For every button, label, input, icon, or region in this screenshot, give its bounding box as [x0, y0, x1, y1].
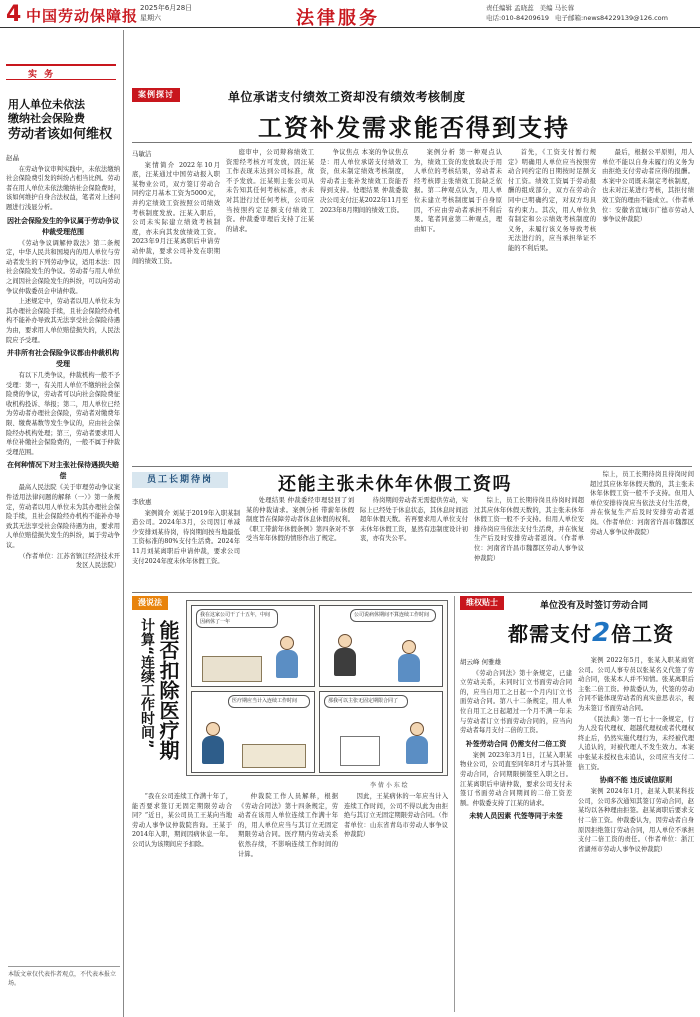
rail-author-affiliation: （作者单位：江苏省镇江经济技术开发区人民法院） [19, 552, 120, 570]
article3-kicker: 单位没有及时签订劳动合同 [540, 601, 649, 611]
rail-column-tag [6, 64, 116, 80]
editor-info [486, 3, 696, 23]
rail-paragraph-3: 有以下几类争议，仲裁机构一般不予受理：第一，有关用人单位不缴纳社会保险费的争议，劳动者可以向社会保险费征收机构投诉、举报；第二，用人单位已经为劳动者办理社会保险，劳动者对缴费年限、缴费基数等发生争议的，应由社会保险经办机构处理；第三，劳动者要求用人单位补缴社会保险费的，一般不属于仲裁受理范围。 [6, 372, 120, 456]
comic-text-col-1 [132, 792, 232, 1012]
comic-title: 能否扣除医疗期 [156, 620, 180, 760]
rail-headline [8, 98, 120, 143]
article3-subhead-3: 协商不能 违反诚信原则 [599, 776, 673, 785]
comic-text-col-3 [344, 792, 448, 1012]
paper-name-logo: 中国劳动保障报 [26, 7, 139, 25]
comic-panel-4 [319, 691, 443, 773]
rail-paragraph-1: 《劳动争议调解仲裁法》第二条规定，中华人民共和国境内的用人单位与劳动者发生的下列劳动争议，适用本法：因社会保险发生的争议。劳动者与用人单位之间因社会保险发生的纠纷，可以向劳动争议仲裁委员会申请仲裁。 [6, 239, 120, 295]
article3-text-4: 《民法典》第一百七十一条规定，行为人没有代理权、超越代理权或者代理权终止后，仍然实施代理行为，未经被代理人追认的，对被代理人不发生效力。本案中张某未授权也未追认，公司应当支付二倍工资。 [578, 715, 694, 771]
article1-text-3: 争议焦点 本案的争议焦点是：用人单位承诺支付绩效工资，但未制定绩效考核制度，劳动者主张补发绩效工资能否得到支持。处理结果 仲裁委裁决公司支付汪某2022年11月至2023年8月期间的绩效工资。 [320, 149, 408, 214]
article2-text-2: 处理结果 仲裁委经审理驳回了刘某的仲裁请求。案例分析 带薪年休假制度旨在保障劳动者休息休假的权利。《职工带薪年休假条例》第四条对不享受当年年休假的情形作出了规定。 [246, 497, 354, 543]
article2-bottom-rule [132, 592, 692, 593]
disclaimer-note: 本版文章仅代表作者观点，不代表本报立场。 [8, 966, 120, 988]
speech-bubble-3: 医疗期应当计入连续工作时间 [228, 695, 310, 708]
article1-text-4: 案例分析 第一种观点认为，绩效工资的发放取决于用人单位的考核结果，劳动者未经考核即主张绩效工资缺乏依据。第二种观点认为，用人单位未建立考核制度属于自身原因，不应由劳动者承担不利后果。笔者同意第二种观点，理由如下。 [414, 149, 502, 233]
article1-col-3 [320, 148, 408, 464]
article3-text-2: 案例 2023年3月1日，江某入职某物业公司，公司直至同年8月才与其补签劳动合同，合同期限倒签至入职之日。江某离职后申请仲裁，要求公司支付未签订书面劳动合同期间的二倍工资差额。仲裁委支持了江某的请求。 [460, 751, 572, 807]
phone-number: 电话:010-84209619 [486, 14, 550, 22]
article3-headline-post: 倍工资 [611, 622, 675, 646]
article2-headline: 还能主张未休年休假工资吗 [278, 474, 512, 495]
rail-subhead-1: 因社会保险发生的争议属于劳动争议仲裁受理范围 [7, 216, 119, 236]
counter-icon [242, 744, 306, 768]
worker-body-icon [276, 650, 298, 678]
rail-title-line1: 用人单位未依法 [8, 98, 85, 111]
worker-body-icon [398, 654, 420, 682]
article2-ribbon: 员工长期待岗 [132, 472, 228, 488]
article1-col-4 [414, 148, 502, 464]
article2-text-3: 待岗期间劳动者无需提供劳动，实际上已经处于休息状态，其休息时间远超年休假天数。若再要求用人单位支付未休年休假工资，显然有违制度设计初衷，亦有失公平。 [360, 497, 468, 543]
issue-date [140, 3, 192, 23]
page-number: 4 [6, 2, 22, 27]
article2-top-rule [132, 466, 692, 467]
comic-panel-1 [191, 605, 315, 687]
rail-author: 赵晶 [6, 154, 19, 162]
article3-subhead-2: 未转人员因素 代签等同于未签 [469, 812, 563, 821]
arbitrator-figure-icon [206, 722, 220, 736]
article2-col-5 [590, 470, 694, 588]
article3-headline-pre: 都需支付 [508, 622, 592, 646]
article3-headline [508, 618, 674, 648]
contract-document-icon [340, 736, 380, 766]
article2-col-2 [246, 496, 354, 588]
article3-headline-number: 2 [592, 618, 612, 648]
article2-col-3 [360, 496, 468, 588]
article2-text-1: 案例简介 刘某于2019年入职某制造公司。2024年3月，公司因订单减少安排刘某待岗，待岗期间按当地最低工资标准的80%支付生活费。2024年11月刘某离职后申请仲裁，要求公司支付2024年度未休年休假工资。 [132, 509, 240, 565]
manager-body-icon [334, 648, 356, 676]
rail-paragraph-4: 最高人民法院《关于审理劳动争议案件适用法律问题的解释（一）》第一条规定，劳动者以用人单位未为其办理社会保险手续，且社会保险经办机构不能补办导致其无法享受社会保险待遇为由，要求用人单位赔偿损失发生的纠纷，属于劳动争议。 [6, 484, 120, 549]
speech-bubble-2: 公司说病休期间不算连续工作时间 [350, 609, 436, 622]
rail-title-line3: 劳动者该如何维权 [8, 127, 113, 142]
worker-figure-icon [280, 636, 294, 650]
rail-tag-label: 实 务 [28, 70, 56, 80]
comic-subtitle: 计算“连续工作时间” [139, 618, 155, 749]
article1-text-6: 最后，根据公平原则，用人单位不能以自身未履行的义务为由拒绝支付劳动者应得的报酬。本案中公司既未制定考核制度，也未对汪某进行考核，其拒付绩效工资的理由不能成立。（作者单位：安徽省宣城市广德市劳动人事争议仲裁院） [602, 149, 694, 224]
case-discussion-tag: 案例探讨 [132, 88, 180, 102]
comic-text-3: 因此，王某病休的一年应当计入连续工作时间，公司不得以此为由拒绝与其订立无固定期限劳动合同。（作者单位：山东省青岛市劳动人事争议仲裁院） [344, 793, 448, 839]
article1-text-5: 首先，《工资支付暂行规定》明确用人单位应当按照劳动合同约定的日期按时足额支付工资。绩效工资属于劳动报酬的组成部分，双方在劳动合同中已明确约定，对双方均具有约束力。其次，用人单位负有制定和公示绩效考核制度的义务，未履行该义务导致考核无法进行的，应当承担举证不能的不利后果。 [508, 149, 596, 252]
arbitrator-body-icon [202, 736, 224, 764]
article1-col-2 [226, 148, 314, 464]
article1-author: 马敏洁 [132, 150, 152, 158]
rail-body [6, 152, 120, 960]
article3-text-3: 案例 2022年5月，张某入职某商贸公司。公司人事专员以张某名义代签了劳动合同，张某本人并不知情。张某离职后主张二倍工资。仲裁委认为，代签的劳动合同不能体现劳动者的真实意思表示，视为未签订书面劳动合同。 [578, 657, 694, 712]
comic-text-2: 仲裁院工作人员解释，根据《劳动合同法》第十四条规定，劳动者在该用人单位连续工作满十年的，用人单位应当与其订立无固定期限劳动合同。医疗期内劳动关系依然存续，不影响连续工作时间的计算。 [238, 793, 338, 858]
desk-icon [202, 656, 262, 682]
article1-col-1 [132, 148, 220, 464]
comic-panel-3 [191, 691, 315, 773]
article3-col-1 [460, 656, 572, 1012]
speech-bubble-4: 那我可以主张无固定期限合同了 [324, 695, 408, 708]
article1-col-6 [602, 148, 694, 464]
speech-bubble-1: 我在这家公司干了十五年，中间因病休了一年 [196, 609, 278, 628]
article1-col-5 [508, 148, 596, 464]
date-text: 2025年6月28日 [140, 4, 193, 12]
article3-col-2 [578, 656, 694, 1012]
article1-kicker: 单位承诺支付绩效工资却没有绩效考核制度 [228, 90, 466, 104]
rail-paragraph-2: 上述规定中，劳动者以用人单位未为其办理社会保险手续，且社会保险经办机构不能补办导致其无法享受社会保险待遇为由，要求用人单位赔偿损失的，人民法院应予受理。 [6, 298, 120, 344]
email-address: 电子邮箱:news84229139@126.com [555, 14, 668, 22]
article2-text-4: 综上，员工长期待岗且待岗时间超过其应休年休假天数的，其主张未休年休假工资一般不予支持。但用人单位安排待岗应当依法支付生活费，并在恢复生产后及时安排劳动者返岗。（作者单位：河南省许昌市魏都区劳动人事争议仲裁院） [474, 497, 584, 562]
rail-subhead-3: 在何种情况下对主张社保待遇损失赔偿 [7, 461, 119, 481]
worker-figure-icon [410, 722, 424, 736]
comic-text-1: “我在公司连续工作满十年了，能否要求签订无固定期限劳动合同？”近日，某公司员工王某向当地劳动人事争议仲裁院咨询。王某于2014年入职，期间因病休息一年。公司认为该期间应予扣除。 [132, 793, 232, 848]
article1-text-2: 庭审中，公司辩称绩效工资需经考核方可发放，因汪某工作表现未达到公司标准，故不予发放。汪某则主张公司从未告知其任何考核标准，亦未对其进行过任何考核，公司应当按照约定足额支付绩效工资。仲裁委审理后支持了汪某的请求。 [226, 149, 314, 233]
section-title: 法律服务 [296, 8, 380, 29]
rail-intro: 在劳动争议审判实践中，未依法缴纳社会保险费引发的纠纷占相当比例。劳动者在用人单位未依法缴纳社会保险费时，该如何维护自身合法权益，笔者对上述问题进行浅显分析。 [6, 165, 120, 211]
manager-figure-icon [338, 634, 352, 648]
masthead [0, 0, 700, 28]
article3-text-5: 案例 2024年1月，赵某入职某科技公司，公司多次通知其签订劳动合同，赵某均以各种理由拒签。赵某离职后要求支付二倍工资。仲裁委认为，因劳动者自身原因拒绝签订劳动合同，用人单位不承担支付二倍工资的责任。（作者单位：浙江省湖州市劳动人事争议仲裁院） [578, 788, 694, 853]
comic-column-tag: 漫说法 [132, 596, 168, 610]
comic-text-col-2 [238, 792, 338, 1012]
worker-body-icon [406, 736, 428, 764]
worker-figure-icon [402, 640, 416, 654]
designer-name: 美编 马长蓉 [539, 4, 575, 12]
article2-col-4 [474, 496, 584, 588]
editor-name: 责任编辑 孟晓蕊 [486, 4, 534, 12]
comic-credit: 李 倩 小 东 绘 [370, 782, 408, 789]
rights-tips-tag: 维权贴士 [460, 596, 504, 610]
article2-text-5: 综上，员工长期待岗且待岗时间超过其应休年休假天数的，其主张未休年休假工资一般不予支持。但用人单位安排待岗应当依法支付生活费，并在恢复生产后及时安排劳动者返岗。（作者单位：河南省许昌市魏都区劳动人事争议仲裁院） [590, 471, 694, 536]
article3-author: 胡云峰 何雅雄 [460, 658, 502, 666]
article2-author: 李欣惠 [132, 498, 152, 506]
comic-panel-2 [319, 605, 443, 687]
article1-text-1: 案情简介 2022年10月底，汪某通过中国劳动报入职某物业公司，双方签订劳动合同约定月基本工资为5000元，并约定绩效工资按照公司绩效考核制度发放。汪某入职后，公司未实际建立绩效考核制度，亦未向其发放绩效工资。2023年9月汪某离职后申请劳动仲裁，要求公司补发在职期间的绩效工资。 [132, 161, 220, 265]
article2-col-1 [132, 496, 240, 588]
article1-rule [132, 142, 692, 143]
article3-text-1: 《劳动合同法》第十条规定，已建立劳动关系，未同时订立书面劳动合同的，应当自用工之日起一个月内订立书面劳动合同。第八十二条规定，用人单位自用工之日起超过一个月不满一年未与劳动者订立书面劳动合同的，应当向劳动者每月支付二倍的工资。 [460, 669, 572, 735]
article1-headline: 工资补发需求能否得到支持 [258, 114, 570, 142]
rail-title-line2: 缴纳社会保险费 [8, 112, 85, 125]
comic-strip [186, 600, 448, 776]
weekday-text: 星期六 [140, 14, 161, 22]
column-divider [454, 596, 455, 1012]
article3-subhead-1: 补签劳动合同 仍需支付二倍工资 [465, 739, 567, 748]
rail-subhead-2: 并非所有社会保险争议都由仲裁机构受理 [7, 349, 119, 369]
